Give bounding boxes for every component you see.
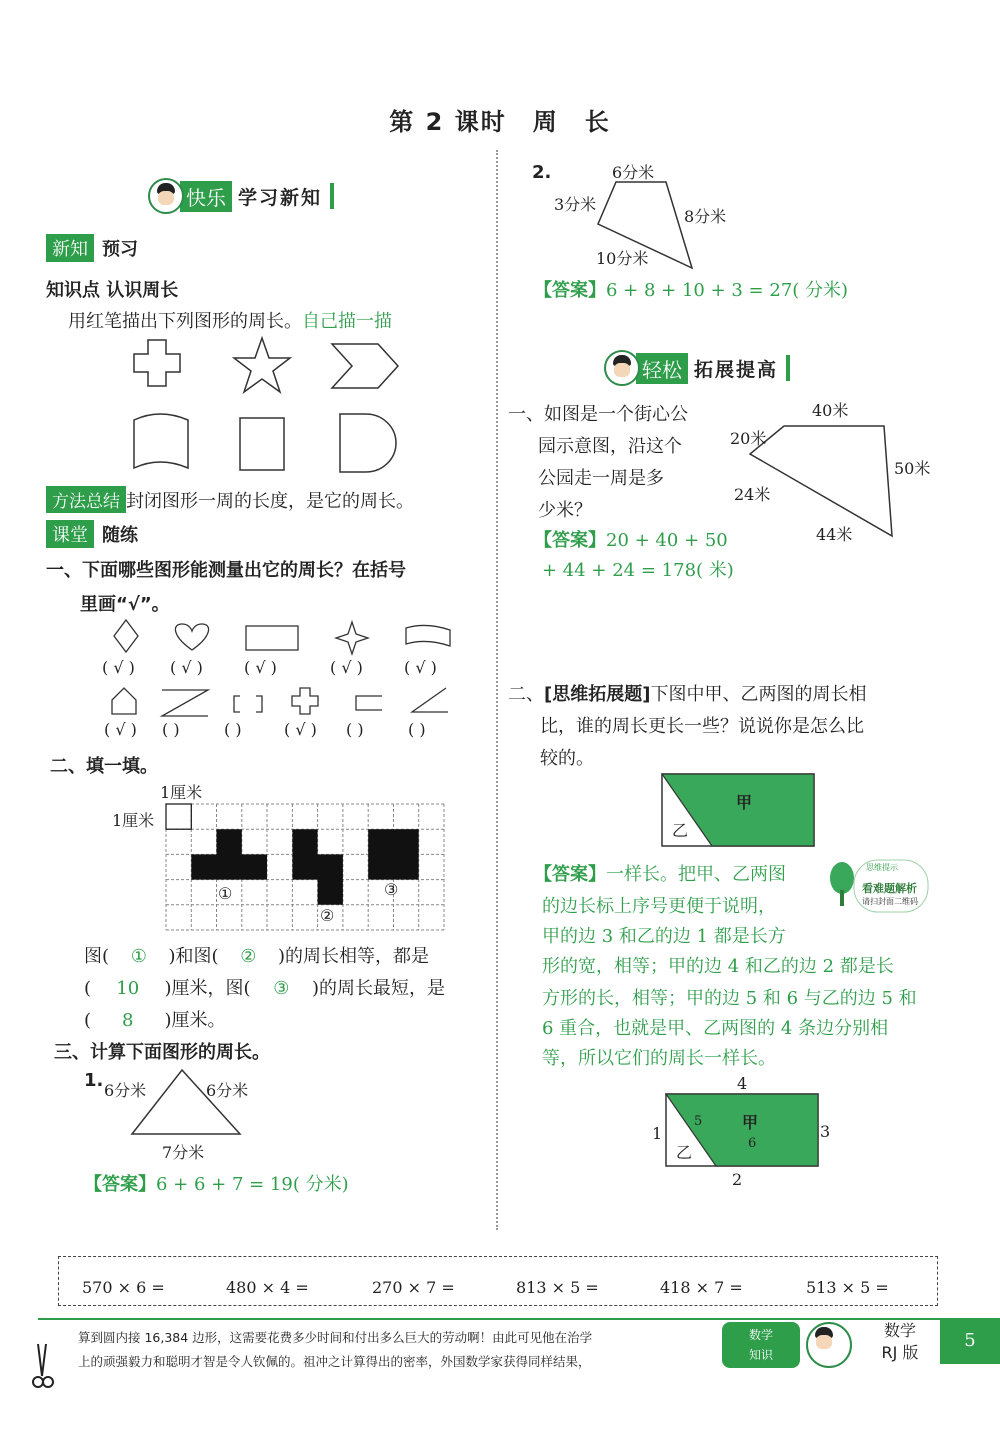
z-shape (162, 690, 208, 716)
q1-mark: ( ) (224, 720, 242, 739)
triangle-right-label: 6分米 (206, 1081, 249, 1100)
section-banner-learn (148, 176, 334, 216)
fig2-label-six: 6 (748, 1136, 757, 1151)
quadrilateral-figure (590, 176, 702, 272)
four-star-shape (336, 622, 368, 654)
triangle-figure (128, 1066, 248, 1138)
qr-hint-top: 思维提示 (866, 863, 898, 872)
q1-mark: ( √ ) (330, 658, 363, 677)
badge-line: 知识 (748, 1348, 773, 1362)
quad-bottom-label: 10分米 (596, 249, 649, 268)
trace-shapes-figure (120, 330, 420, 480)
banner-text: 拓展提高 (694, 358, 779, 381)
shape-label-1: ① (218, 884, 233, 903)
ext1-line: 公园走一周是多 (538, 468, 664, 489)
grid-label-top: 1厘米 (160, 783, 203, 802)
fig2-label-top: 4 (737, 1074, 748, 1093)
q1-mark: ( √ ) (284, 720, 317, 739)
q3-p2-number: 2. (532, 162, 552, 183)
shape-1 (191, 829, 267, 879)
edition-line: RJ 版 (881, 1343, 919, 1362)
practice-tag: 课堂 (46, 520, 94, 548)
math-item: 480 × 4 = (226, 1278, 309, 1297)
q2-text: )的周长最短，是 (312, 978, 446, 999)
bracket-shape (234, 696, 262, 712)
q1-row1-marks (102, 658, 482, 677)
method-text: 封闭图形一周的长度，是它的周长。 (126, 490, 414, 512)
diamond-shape (114, 620, 138, 652)
rect-shape (246, 626, 298, 650)
answer-text: 20 + 40 + 50 (606, 530, 728, 551)
ext1-line: 一、如图是一个街心公 (508, 404, 688, 425)
quad-right-label: 8分米 (684, 207, 727, 226)
unit-square (166, 804, 191, 829)
q2-answer: 10 (116, 978, 140, 999)
q1-mark: ( √ ) (244, 658, 277, 677)
q2-text: )的周长相等，都是 (278, 946, 430, 967)
answer-tag: 【答案】 (84, 1174, 156, 1195)
edition-line: 数学 (883, 1321, 916, 1340)
fig2-yi-label: 乙 (676, 1143, 693, 1162)
banner-bar (786, 355, 790, 381)
math-item: 813 × 5 = (516, 1278, 599, 1297)
math-item: 270 × 7 = (372, 1278, 455, 1297)
qr-hint-main: 看难题解析 (862, 882, 917, 895)
q3-p1-number: 1. (84, 1070, 104, 1091)
shape-3 (368, 829, 419, 879)
ext1-answer-line2: + 44 + 24 = 178( 米) (542, 560, 734, 581)
fig1-jia-label: 甲 (736, 793, 753, 812)
q3-p2-answer (534, 276, 848, 302)
fig2-label-left: 1 (652, 1124, 663, 1143)
q1-mark: ( ) (408, 720, 426, 739)
q2-text: ( (84, 1010, 92, 1031)
ext2-answer-line (534, 860, 786, 886)
q2-text: ( (84, 978, 92, 999)
ext1-line: 少米？ (538, 500, 592, 521)
preview-sub: 预习 (102, 239, 138, 260)
student-avatar-icon (806, 1322, 852, 1368)
math-item: 418 × 7 = (660, 1278, 743, 1297)
badge-line: 数学 (748, 1328, 773, 1342)
q2-line3 (84, 1006, 226, 1032)
ext2-answer-line: 6 重合，也就是甲、乙两图的 4 条边分别相 (542, 1018, 889, 1039)
q2-grid-figure (162, 800, 448, 932)
fig2-label-bottom: 2 (732, 1170, 743, 1189)
section-banner-extend (604, 348, 790, 388)
instruction-text: 用红笔描出下列图形的周长。 (68, 311, 302, 332)
answer-text: 6 + 8 + 10 + 3 = 27( 分米) (606, 280, 849, 301)
grid-label-left: 1厘米 (112, 811, 155, 830)
park-bottom-label: 44米 (816, 525, 853, 544)
answer-text: 一样长。把甲、乙两图 (606, 864, 786, 885)
shape-label-3: ③ (384, 880, 399, 899)
quad-top-label: 6分米 (612, 163, 655, 182)
qr-hint-badge (828, 856, 932, 916)
d-shape (340, 414, 396, 472)
park-figure (746, 404, 896, 540)
preview-section-header (46, 234, 138, 262)
park-top-label: 40米 (812, 401, 849, 420)
ext2-answer-line: 等，所以它们的周长一样长。 (542, 1048, 776, 1069)
page-title: 第 2 课时 周 长 (389, 108, 611, 136)
q2-text: 图( (84, 946, 110, 967)
ext1-line: 园示意图，沿这个 (538, 436, 682, 457)
answer-tag: 【答案】 (534, 864, 606, 885)
practice-section-header (46, 520, 138, 548)
method-tag: 方法总结 (46, 486, 126, 513)
page-number: 5 (940, 1318, 1000, 1364)
small-cross-shape (292, 688, 318, 714)
fig2-label-right: 3 (820, 1122, 831, 1141)
q1-line2: 里画“√”。 (80, 594, 170, 615)
answer-text: 6 + 6 + 7 = 19( 分米) (156, 1174, 349, 1195)
q1-mark: ( √ ) (170, 658, 203, 677)
method-summary (46, 486, 414, 513)
ext2-answer-line: 甲的边 3 和乙的边 1 都是长方 (542, 926, 786, 947)
qr-hint-sub: 请扫封面二维码 (862, 897, 918, 906)
column-divider (496, 150, 498, 1230)
heart-shape (175, 624, 208, 650)
q2-text: )厘米。 (164, 1010, 226, 1031)
q1-mark: ( √ ) (104, 720, 137, 739)
student-avatar-icon (604, 350, 640, 386)
ext1-answer-line1 (534, 526, 728, 552)
q2-line2 (84, 974, 445, 1000)
edition-label (862, 1320, 938, 1368)
angle-shape (412, 688, 448, 712)
q2-answer: 8 (122, 1010, 134, 1031)
footer-rule (38, 1318, 1000, 1320)
q2-answer: ① (130, 946, 147, 967)
q1-mark: ( √ ) (102, 658, 135, 677)
park-right-label: 50米 (894, 459, 931, 478)
banner-bar (330, 183, 334, 209)
ext2-prefix: 二、 (508, 684, 544, 705)
q1-row2-marks (104, 720, 484, 739)
instruction-answer: 自己描一描 (302, 311, 392, 332)
chevron-shape (332, 344, 398, 388)
wave-shape (134, 414, 188, 468)
shape-label-2: ② (320, 906, 335, 925)
house-shape (112, 688, 136, 714)
math-item: 513 × 5 = (806, 1278, 889, 1297)
park-left-bottom-label: 24米 (734, 485, 771, 504)
ext2-answer-line: 的边长标上序号更便于说明， (542, 896, 776, 917)
math-knowledge-badge (722, 1322, 800, 1368)
q1-mark: ( ) (162, 720, 180, 739)
answer-tag: 【答案】 (534, 280, 606, 301)
fig2-jia-label: 甲 (742, 1113, 759, 1132)
q2-line1 (84, 942, 429, 968)
open-rect-shape (356, 696, 382, 710)
ext2-answer-line: 方形的长，相等；甲的边 5 和 6 与乙的边 5 和 (542, 988, 917, 1009)
q1-line1: 一、下面哪些图形能测量出它的周长？在括号 (46, 560, 406, 581)
star-shape (234, 338, 290, 392)
triangle-left-label: 6分米 (104, 1081, 147, 1100)
banner-green-label: 快乐 (180, 181, 232, 212)
triangle-bottom-label: 7分米 (162, 1143, 205, 1162)
ext2-text: 下图中甲、乙两图的周长相 (650, 684, 867, 705)
fig2-label-five: 5 (694, 1114, 703, 1129)
ext2-answer-line: 形的宽，相等；甲的边 4 和乙的边 2 都是长 (542, 956, 894, 977)
ext2-line1 (508, 680, 866, 706)
practice-sub: 随练 (102, 525, 138, 546)
q2-answer: ③ (273, 978, 290, 999)
q2-answer: ② (240, 946, 257, 967)
answer-tag: 【答案】 (534, 530, 606, 551)
fig1-yi-label: 乙 (672, 821, 689, 840)
q2-text: )和图( (168, 946, 219, 967)
scissors-icon (30, 1340, 60, 1390)
math-item: 570 × 6 = (82, 1278, 165, 1297)
footnote-line: 上的顽强毅力和聪明才智是令人钦佩的。祖冲之计算得出的密率，外国数学家获得同样结果， (78, 1354, 591, 1369)
cross-shape (134, 340, 180, 386)
ext2-line2: 比，谁的周长更长一些？说说你是怎么比 (540, 716, 864, 737)
q2-heading: 二、填一填。 (50, 756, 158, 777)
flag-shape (406, 625, 450, 646)
q1-mark: ( √ ) (404, 658, 437, 677)
park-left-top-label: 20米 (730, 429, 767, 448)
student-avatar-icon (148, 178, 184, 214)
q2-text: )厘米，图( (164, 978, 251, 999)
rectangle-shape (240, 418, 284, 470)
q3-heading: 三、计算下面图形的周长。 (54, 1042, 270, 1063)
ext2-line3: 较的。 (540, 748, 594, 769)
banner-green-label: 轻松 (636, 353, 688, 384)
ext2-tag: [思维拓展题] (544, 684, 651, 705)
q3-p1-answer (84, 1170, 349, 1196)
quad-left-label: 3分米 (554, 195, 597, 214)
preview-tag: 新知 (46, 234, 94, 262)
q1-mark: ( ) (346, 720, 364, 739)
knowledge-point: 知识点 认识周长 (46, 280, 179, 301)
banner-text: 学习新知 (238, 186, 323, 209)
footnote-line: 算到圆内接 16,384 边形，这需要花费多少时间和付出多么巨大的劳动啊！由此可见他在治学 (78, 1330, 593, 1345)
